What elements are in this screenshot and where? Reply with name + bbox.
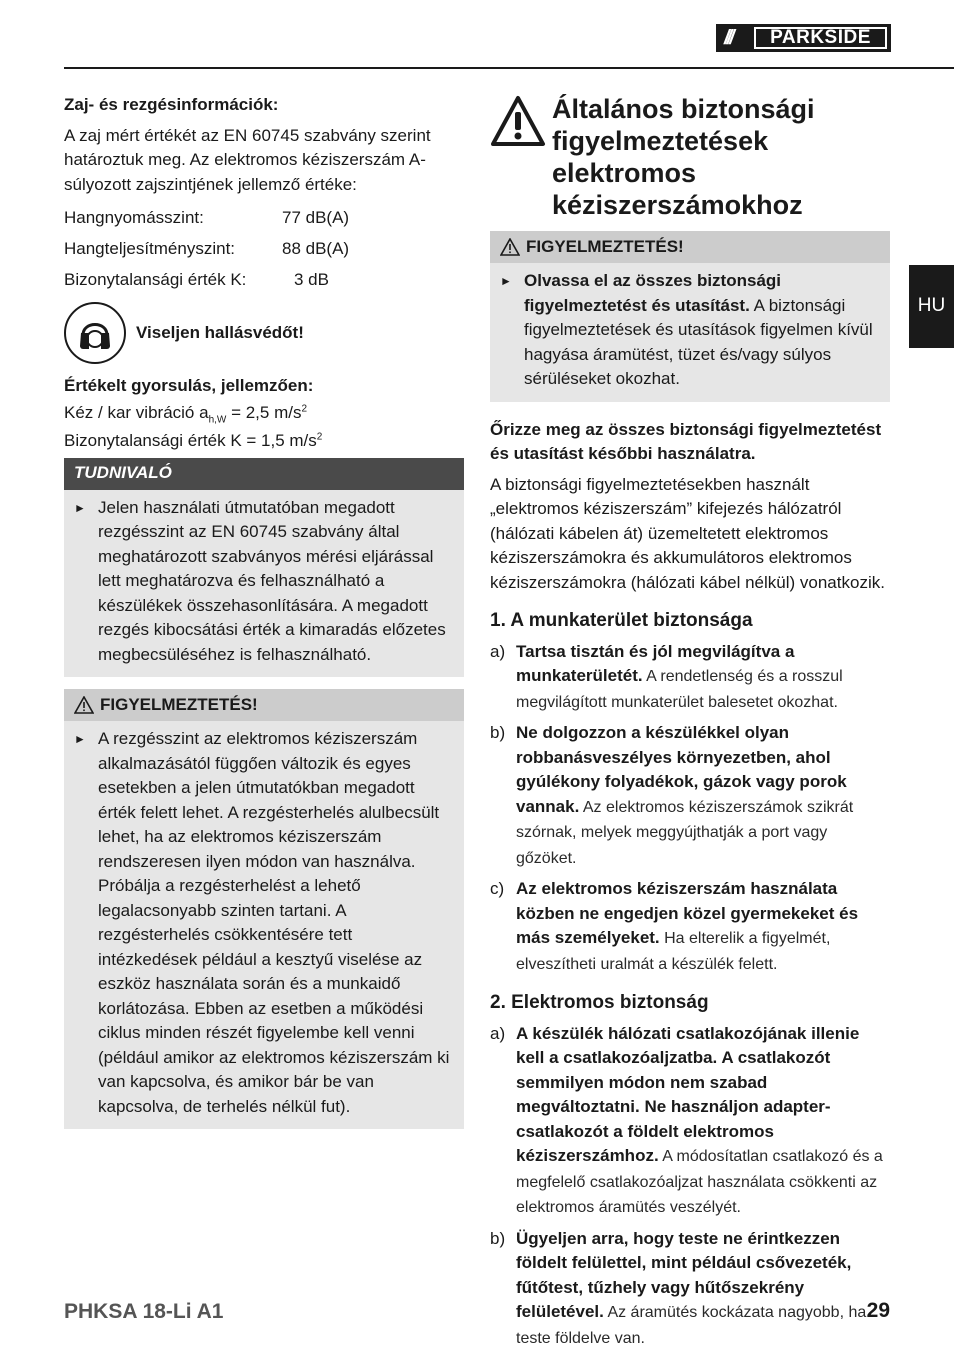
arrow-right-icon: ► xyxy=(500,274,512,288)
logo-slashes: /// xyxy=(724,26,732,49)
warning-triangle-icon xyxy=(490,93,552,221)
header-rule xyxy=(64,67,954,69)
logo-brand: PARKSIDE xyxy=(754,27,887,49)
warning-header: FIGYELMEZTETÉS! xyxy=(64,689,464,721)
list-item: b) Ügyeljen arra, hogy teste ne érintkezzen földelt felülettel, mint például csővezeték, fűtőtest, tűzhely vagy hűtőszekrény felületével. Az áramütés kockázata nagyobb, ha teste földelve van. xyxy=(490,1228,867,1347)
warning-triangle-icon xyxy=(74,696,94,714)
list-item: a) Tartsa tisztán és jól megvilágítva a munkaterületét. A rendetlenség és a rosszul megvilágított munkaterület balesetet okozhat. xyxy=(490,641,843,711)
list-item: b) Ne dolgozzon a készülékkel olyan robbanásveszélyes környezetben, ahol gyúlékony folyadékok, gázok vagy porok vannak. Az elektromos kéziszerszámok szikrát szórnak, melyek meggyújthatják a port vagy gőzöket. xyxy=(490,723,854,867)
page-title: Általános biztonsági figyelmeztetések elektromos kéziszerszámokhoz xyxy=(552,94,815,220)
page-number: 29 xyxy=(866,1299,890,1322)
definition-text: A biztonsági figyelmeztetésekben használt „elektromos kéziszerszám” kifejezés hálózatról (hálózati kábelen át) üzemeltetett elektromos kéziszerszámokra és akkumulátoros elektromos kéziszerszámokra (hálózati kábel nélkül) vonatkozik. xyxy=(490,474,885,592)
spec-value: 88 dB(A) xyxy=(282,239,350,259)
note-item: ► Jelen használati útmutatóban megadott rezgésszint az EN 60745 szabvány által meghatározott szabványos mérési eljárással lett meghatározva és felhasználható a készülékek összehasonlítására. A megadott rezgés kibocsátási érték a kimaradás előzetes megbecsüléséhez is felhasználható. xyxy=(74,496,454,668)
ear-protection-icon xyxy=(64,302,126,364)
warning-box xyxy=(64,689,464,1129)
parkside-logo xyxy=(716,24,891,52)
hearing-protection xyxy=(64,302,464,364)
spec-row xyxy=(64,234,464,265)
warning-item: ► A rezgésszint az elektromos kéziszerszám alkalmazásától függően változik és egyes esetekben a jelen útmutatókban megadott érték felett lehet. A rezgésterhelés alulbecsült lehet, ha az elektromos kéziszerszám rendszeresen ilyen módon van használva. Próbálja a rezgésterhelést a lehető legalacsonyabb szinten tartani. A rezgésterhelés csökkentésére tett intézkedések például a kesztyű viselése az eszköz használata során és a munkaidő korlátozása. Ebben az esetben a működési ciklus minden részét figyelembe kell venni (például amikor az elektromos kéziszerszám ki van kapcsolva, és amikor bár be van kapcsolva, de terhelés nélkül fut). xyxy=(74,727,454,1119)
spec-list xyxy=(64,203,464,296)
section-work-area-title: 1. A munkaterület biztonsága xyxy=(490,610,753,631)
list-item: a) A készülék hálózati csatlakozójának illenie kell a csatlakozóaljzatba. A csatlakozót semmilyen módon nem szabad megváltoztatni. Ne használjon adapter-csatlakozót a földelt elektromos kéziszerszámhoz. A módosítatlan csatlakozó és a megfelelő csatlakozóaljzat használata csökkenti az elektromos áramütés veszélyét. xyxy=(490,1023,883,1216)
noise-title: Zaj- és rezgésinformációk: xyxy=(64,95,279,114)
warning-header: FIGYELMEZTETÉS! xyxy=(490,231,890,263)
main-heading xyxy=(490,93,890,221)
warning-triangle-icon xyxy=(500,238,520,256)
language-tab: HU xyxy=(909,265,954,348)
spec-label: Bizonytalansági érték K: xyxy=(64,270,247,290)
warning-box xyxy=(490,231,890,402)
note-header: TUDNIVALÓ xyxy=(64,458,464,490)
right-column xyxy=(490,93,890,1355)
vibration-title: Értékelt gyorsulás, jellemzően: xyxy=(64,376,314,395)
spec-label: Hangteljesítményszint: xyxy=(64,239,236,259)
arrow-right-icon: ► xyxy=(74,500,86,515)
spec-row xyxy=(64,265,464,296)
keep-instructions: Őrizze meg az összes biztonsági figyelmeztetést és utasítást későbbi használatra. xyxy=(490,419,882,463)
warning-item: ► Olvassa el az összes biztonsági figyelmeztetést és utasítást. A biztonsági figyelmeztetések és utasítások figyelmen kívül hagyása áramütést, tüzet és/vagy súlyos sérüléseket okozhat. xyxy=(500,269,880,392)
list-item: c) Az elektromos kéziszerszám használata közben ne engedjen közel gyermekeket és más személyeket. Ha elterelik a figyelmét, elveszítheti uralmát a készülék felett. xyxy=(490,879,859,973)
left-column xyxy=(64,93,464,1129)
arrow-right-icon: ► xyxy=(74,732,86,746)
noise-text: A zaj mért értékét az EN 60745 szabvány szerint határoztuk meg. Az elektromos kéziszerszám A-súlyozott zajszintjének jellemző értéke: xyxy=(64,125,431,194)
vibration-line-1: Kéz / kar vibráció $a_{h,W} = 2,5$ $m/s^2$ xyxy=(64,402,308,425)
note-box xyxy=(64,458,464,678)
spec-value: 77 dB(A) xyxy=(282,208,350,228)
spec-row xyxy=(64,203,464,234)
hearing-label: Viseljen hallásvédőt! xyxy=(136,322,304,342)
spec-label: Hangnyomásszint: xyxy=(64,208,204,228)
spec-value: 3 dB xyxy=(294,270,329,290)
footer-model: PHKSA 18-Li A1 xyxy=(64,1300,224,1323)
section-electrical-title: 2. Elektromos biztonság xyxy=(490,992,709,1013)
vibration-line-2: Bizonytalansági érték K = 1,5 $m/s^2$ xyxy=(64,431,323,450)
